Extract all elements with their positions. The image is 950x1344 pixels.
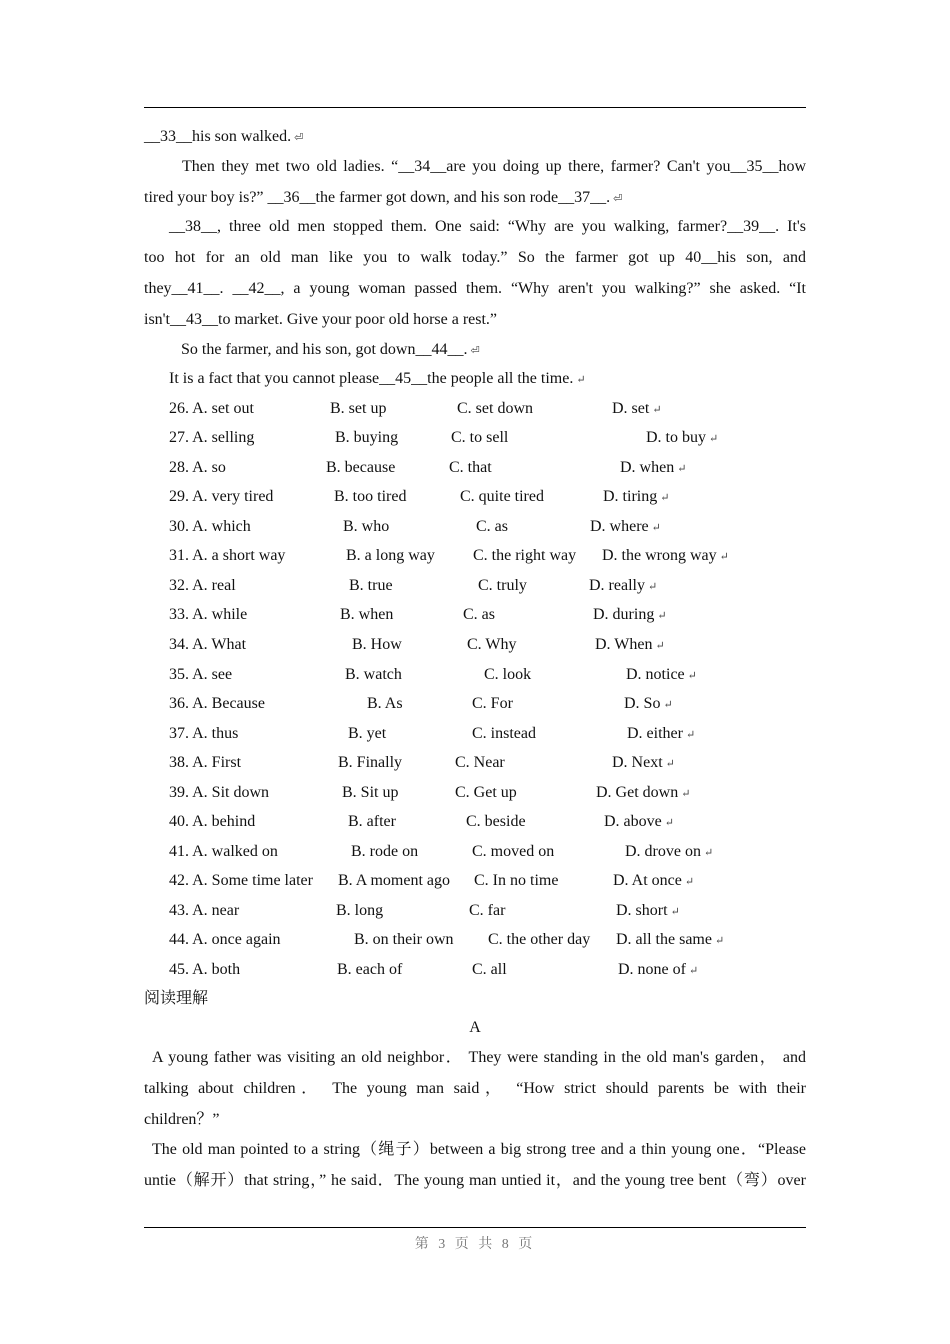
option-a: 26. A. set out <box>169 400 254 417</box>
option-a: 37. A. thus <box>169 725 239 742</box>
passage-letter: A <box>469 1019 481 1036</box>
return-mark-icon: ↵ <box>684 876 695 888</box>
cloze-line: isn't__43__to market. Give your poor old horse a rest.” <box>144 311 498 328</box>
option-c: C. quite tired <box>460 488 544 505</box>
reading-line: A young father was visiting an old neighbor． They were standing in the old man's garden， and <box>152 1049 806 1066</box>
return-mark-icon: ↵ <box>670 906 680 918</box>
option-d: D. to buy ↵ <box>646 429 719 446</box>
option-a: 39. A. Sit down <box>169 784 270 801</box>
option-d: D. above ↵ <box>604 813 674 830</box>
option-c: C. all <box>472 961 507 978</box>
option-a: 35. A. see <box>169 666 233 683</box>
option-a: 30. A. which <box>169 518 251 535</box>
cloze-line: they__41__. __42__, a young woman passed them. “Why aren't you walking?” she asked. “It <box>144 280 806 297</box>
option-b: B. rode on <box>351 843 419 860</box>
option-d: D. none of ↵ <box>618 961 699 978</box>
option-d: D. either ↵ <box>627 725 696 742</box>
option-b: B. after <box>348 813 396 830</box>
option-a: 36. A. Because <box>169 695 265 712</box>
option-c: C. the other day <box>488 931 591 948</box>
option-c: C. as <box>463 606 495 623</box>
option-b: B. each of <box>337 961 403 978</box>
option-b: B. A moment ago <box>338 872 450 889</box>
reading-line: The old man pointed to a string（绳子）between a big strong tree and a thin young one．“Please <box>152 1141 806 1158</box>
paragraph-mark-icon: ⏎ <box>613 193 623 205</box>
paragraph-mark-icon: ⏎ <box>470 345 480 357</box>
return-mark-icon: ↵ <box>576 374 586 386</box>
return-mark-icon: ↵ <box>664 817 674 829</box>
option-a: 32. A. real <box>169 577 236 594</box>
option-b: B. when <box>340 606 394 623</box>
page-number: 第 3 页 共 8 页 <box>414 1237 536 1252</box>
return-mark-icon: ↵ <box>687 670 697 682</box>
option-d: D. really ↵ <box>589 577 658 594</box>
option-a: 28. A. so <box>169 459 226 476</box>
cloze-line: too hot for an old man like you to walk today.” So the farmer got up 40__his son, and <box>144 249 806 266</box>
option-d: D. when ↵ <box>620 459 687 476</box>
option-b: B. set up <box>330 400 387 417</box>
option-d: D. Get down ↵ <box>596 784 691 801</box>
option-b: B. who <box>343 518 390 535</box>
option-c: C. In no time <box>474 872 559 889</box>
option-a: 31. A. a short way <box>169 547 286 564</box>
option-a: 42. A. Some time later <box>169 872 313 889</box>
option-b: B. watch <box>345 666 402 683</box>
option-b: B. because <box>326 459 396 476</box>
return-mark-icon: ↵ <box>657 610 667 622</box>
reading-line: talking about children． The young man said， “How strict should parents be with their <box>144 1080 806 1097</box>
return-mark-icon: ↵ <box>714 935 725 947</box>
option-c: C. truly <box>478 577 527 594</box>
option-b: B. long <box>336 902 384 919</box>
option-a: 38. A. First <box>169 754 242 771</box>
return-mark-icon: ↵ <box>655 640 665 652</box>
return-mark-icon: ↵ <box>719 551 729 563</box>
option-c: C. to sell <box>451 429 509 446</box>
option-c: C. Get up <box>455 784 517 801</box>
return-mark-icon: ↵ <box>688 965 699 977</box>
option-d: D. notice ↵ <box>626 666 697 683</box>
option-a: 41. A. walked on <box>169 843 278 860</box>
option-a: 33. A. while <box>169 606 248 623</box>
option-b: B. How <box>352 636 402 653</box>
return-mark-icon: ↵ <box>685 729 696 741</box>
cloze-line: So the farmer, and his son, got down__44__. ⏎ <box>181 341 480 358</box>
option-a: 34. A. What <box>169 636 247 653</box>
option-c: C. instead <box>472 725 536 742</box>
reading-line: children？” <box>144 1111 220 1128</box>
cloze-line: __38__, three old men stopped them. One said: “Why are you walking, farmer?__39__. It's <box>169 218 806 235</box>
option-b: B. too tired <box>334 488 407 505</box>
option-d: D. When ↵ <box>595 636 665 653</box>
return-mark-icon: ↵ <box>660 492 670 504</box>
option-c: C. For <box>472 695 513 712</box>
cloze-line: __33__his son walked. ⏎ <box>144 128 304 145</box>
return-mark-icon: ↵ <box>709 433 719 445</box>
option-a: 40. A. behind <box>169 813 256 830</box>
option-b: B. Finally <box>338 754 403 771</box>
option-b: B. true <box>349 577 393 594</box>
return-mark-icon: ↵ <box>651 522 661 534</box>
option-d: D. short ↵ <box>616 902 680 919</box>
option-a: 27. A. selling <box>169 429 255 446</box>
option-c: C. moved on <box>472 843 555 860</box>
option-a: 44. A. once again <box>169 931 281 948</box>
option-d: D. all the same ↵ <box>616 931 725 948</box>
cloze-line: It is a fact that you cannot please__45__the people all the time. ↵ <box>169 370 586 387</box>
return-mark-icon: ↵ <box>663 699 673 711</box>
option-c: C. set down <box>457 400 533 417</box>
return-mark-icon: ↵ <box>647 581 658 593</box>
option-c: C. look <box>484 666 532 683</box>
option-d: D. So ↵ <box>624 695 673 712</box>
option-c: C. the right way <box>473 547 577 564</box>
cloze-line: Then they met two old ladies. “__34__are you doing up there, farmer? Can't you__35__how <box>182 158 806 175</box>
option-b: B. buying <box>335 429 399 446</box>
option-d: D. At once ↵ <box>613 872 695 889</box>
option-a: 43. A. near <box>169 902 240 919</box>
return-mark-icon: ↵ <box>652 404 662 416</box>
cloze-line: tired your boy is?” __36__the farmer got down, and his son rode__37__. ⏎ <box>144 189 623 206</box>
option-b: B. As <box>367 695 403 712</box>
option-d: D. during ↵ <box>593 606 667 623</box>
option-b: B. Sit up <box>342 784 399 801</box>
return-mark-icon: ↵ <box>677 463 687 475</box>
option-a: 29. A. very tired <box>169 488 274 505</box>
footer-rule <box>144 1227 806 1228</box>
option-d: D. Next ↵ <box>612 754 675 771</box>
option-c: C. that <box>449 459 492 476</box>
reading-line: untie（解开）that string，” he said．The young man untied it，and the young tree bent（弯）over <box>144 1172 806 1189</box>
option-b: B. a long way <box>346 547 435 564</box>
option-c: C. as <box>476 518 508 535</box>
option-c: C. beside <box>466 813 526 830</box>
header-rule <box>144 107 806 108</box>
option-c: C. Near <box>455 754 505 771</box>
option-d: D. set ↵ <box>612 400 662 417</box>
option-b: B. on their own <box>354 931 454 948</box>
option-d: D. drove on ↵ <box>625 843 714 860</box>
option-d: D. where ↵ <box>590 518 661 535</box>
return-mark-icon: ↵ <box>681 788 691 800</box>
option-a: 45. A. both <box>169 961 241 978</box>
option-d: D. the wrong way ↵ <box>602 547 729 564</box>
option-b: B. yet <box>348 725 387 742</box>
option-c: C. Why <box>467 636 517 653</box>
option-d: D. tiring ↵ <box>603 488 670 505</box>
return-mark-icon: ↵ <box>665 758 675 770</box>
return-mark-icon: ↵ <box>703 847 714 859</box>
paragraph-mark-icon: ⏎ <box>294 132 304 144</box>
section-title: 阅读理解 <box>144 990 209 1007</box>
option-c: C. far <box>469 902 506 919</box>
